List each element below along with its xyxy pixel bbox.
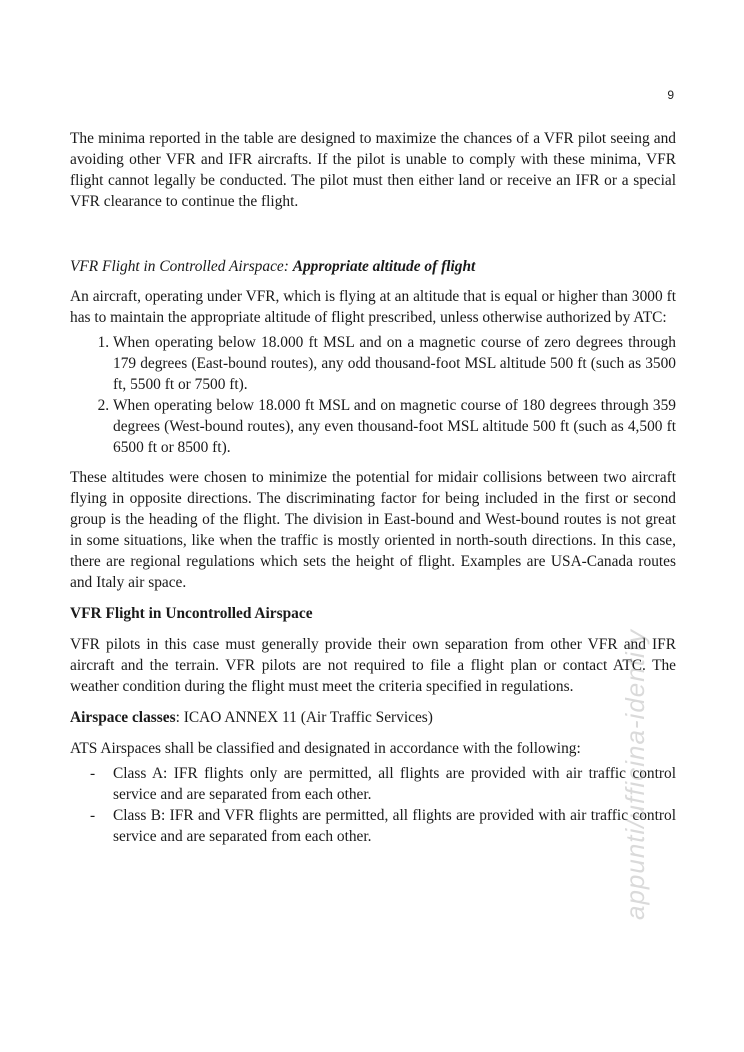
- heading-emphasis: Appropriate altitude of flight: [292, 258, 476, 275]
- altitude-rules-list: [70, 332, 676, 458]
- dash-bullet: -: [90, 765, 96, 782]
- paragraph-minima: The minima reported in the table are designed to maximize the chances of a VFR pilot seeing and avoiding other VFR and IFR aircrafts. If the pilot is unable to comply with these minima, VFR flight cannot legally be conducted. The pilot must then either land or receive an IFR or a special VFR clearance to continue the flight.: [70, 130, 676, 210]
- document-body: [70, 128, 676, 847]
- list-item: 1. When operating below 18.000 ft MSL and on a magnetic course of zero degrees through 179 degrees (East-bound routes), any odd thousand-foot MSL altitude 500 ft (such as 3500 ft, 5500 ft or 7500 ft).: [113, 332, 676, 395]
- heading-vfr-controlled: [70, 256, 676, 277]
- list-item: [70, 805, 676, 847]
- class-b-text: Class B: IFR and VFR flights are permitted, all flights are provided with air traffic control service and are separated from each other.: [113, 807, 676, 845]
- paragraph-altitudes: These altitudes were chosen to minimize the potential for midair collisions between two aircraft flying in opposite directions. The discriminating factor for being included in the first or second group is the heading of the flight. The division in East-bound and West-bound routes is not great in some situations, like when the traffic is mostly oriented in north-south directions. In this case, there are regional regulations which sets the height of flight. Examples are USA-Canada routes and Italy air space.: [70, 469, 676, 591]
- heading-prefix: VFR Flight in Controlled Airspace:: [70, 258, 293, 275]
- list-item: [70, 763, 676, 805]
- paragraph-ats: ATS Airspaces shall be classified and designated in accordance with the following:: [70, 740, 581, 757]
- class-a-text: Class A: IFR flights only are permitted, all flights are provided with air traffic control service and are separated from each other.: [113, 765, 676, 803]
- airspace-classes-label: Airspace classes: [70, 709, 176, 726]
- airspace-class-list: [70, 763, 676, 847]
- paragraph-airspace-classes: [70, 707, 676, 728]
- heading-vfr-uncontrolled: VFR Flight in Uncontrolled Airspace: [70, 605, 313, 622]
- page-number: 9: [667, 88, 674, 102]
- airspace-classes-rest: : ICAO ANNEX 11 (Air Traffic Services): [175, 709, 433, 726]
- paragraph-uncontrolled: VFR pilots in this case must generally provide their own separation from other VFR and IFR aircraft and the terrain. VFR pilots are not required to file a flight plan or contact ATC. The weather condition during the flight must meet the criteria specified in regulations.: [70, 636, 676, 695]
- list-item: 2. When operating below 18.000 ft MSL and on magnetic course of 180 degrees through 359 degrees (West-bound routes), any even thousand-foot MSL altitude 500 ft (such as 4,500 ft 6500 ft or 8500 ft).: [113, 395, 676, 458]
- dash-bullet: -: [90, 807, 96, 824]
- watermark: appunti/ufficina-identity: [620, 629, 650, 920]
- paragraph-controlled-intro: An aircraft, operating under VFR, which is flying at an altitude that is equal or higher than 3000 ft has to maintain the appropriate altitude of flight prescribed, unless otherwise authorized by ATC:: [70, 288, 676, 326]
